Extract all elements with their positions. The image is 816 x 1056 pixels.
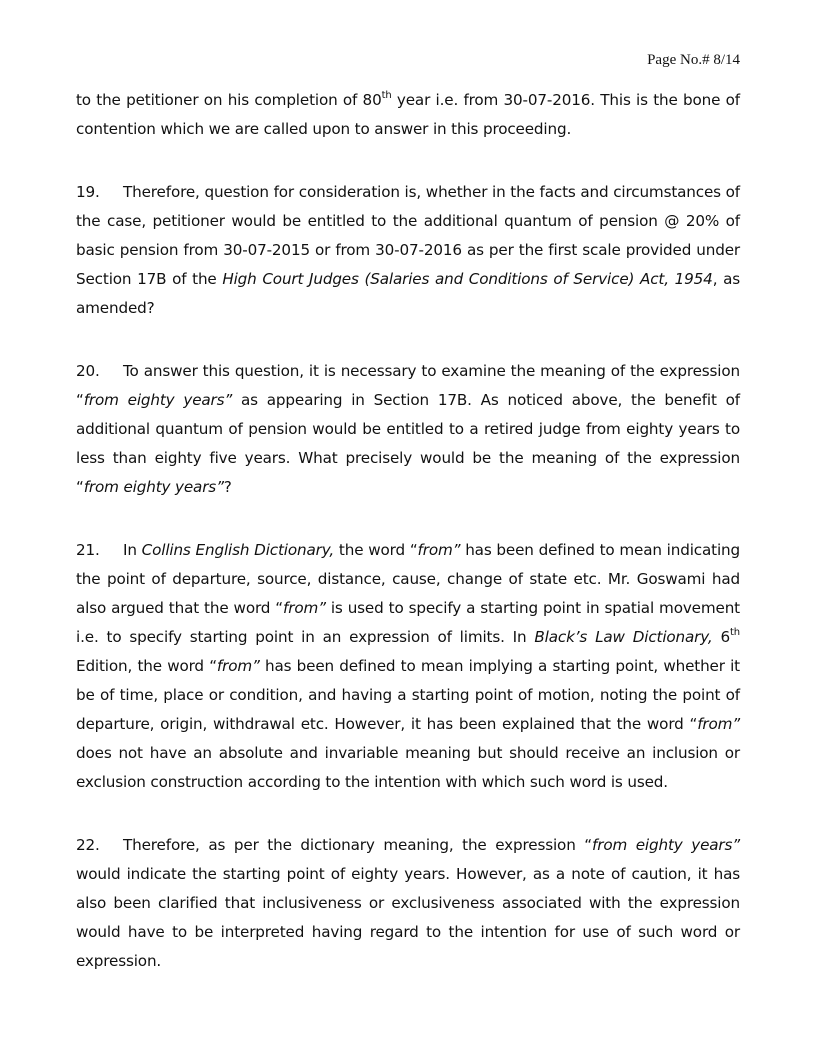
paragraph-continuation: to the petitioner on his completion of 80th year i.e. from 30-07-2016. This is the bone of contention which we are called upon to answer in this proceeding. bbox=[76, 90, 740, 138]
paragraph-21: 21. In Collins English Dictionary, the word “from” has been defined to mean indicating the point of departure, source, distance, cause, change of state etc. Mr. Goswami had also argued that the word “from” is used to specify a starting point in spatial movement i.e. to specify starting point in an expression of limits. In Black’s Law Dictionary, 6th Edition, the word “from” has been defined to mean implying a starting point, whether it be of time, place or condition, and having a starting point of motion, noting the point of departure, origin, withdrawal etc. However, it has been explained that the word “from” does not have an absolute and invariable meaning but should receive an inclusion or exclusion construction according to the intention with which such word is used. bbox=[76, 536, 740, 797]
paragraph-20: 20. To answer this question, it is necessary to examine the meaning of the expression “from eighty years” as appearing in Section 17B. As noticed above, the benefit of additional quantum of pension would be entitled to a retired judge from eighty years to less than eighty five years. What precisely would be the meaning of the expression “from eighty years”? bbox=[76, 357, 740, 502]
paragraph-number: 21. bbox=[76, 541, 100, 559]
paragraph-22: 22. Therefore, as per the dictionary meaning, the expression “from eighty years” would indicate the starting point of eighty years. However, as a note of caution, it has also been clarified that inclusiveness or exclusiveness associated with the expression would have to be interpreted having regard to the intention for use of such word or expression. bbox=[76, 831, 740, 976]
page-number: Page No.# 8/14 bbox=[647, 52, 740, 68]
document-body bbox=[76, 86, 740, 1010]
paragraph-number: 20. bbox=[76, 362, 100, 380]
paragraph-19: 19. Therefore, question for consideration is, whether in the facts and circumstances of the case, petitioner would be entitled to the additional quantum of pension @ 20% of basic pension from 30-07-2015 or from 30-07-2016 as per the first scale provided under Section 17B of the High Court Judges (Salaries and Conditions of Service) Act, 1954, as amended? bbox=[76, 178, 740, 323]
paragraph-number: 19. bbox=[76, 183, 100, 201]
paragraph-number: 22. bbox=[76, 836, 100, 854]
